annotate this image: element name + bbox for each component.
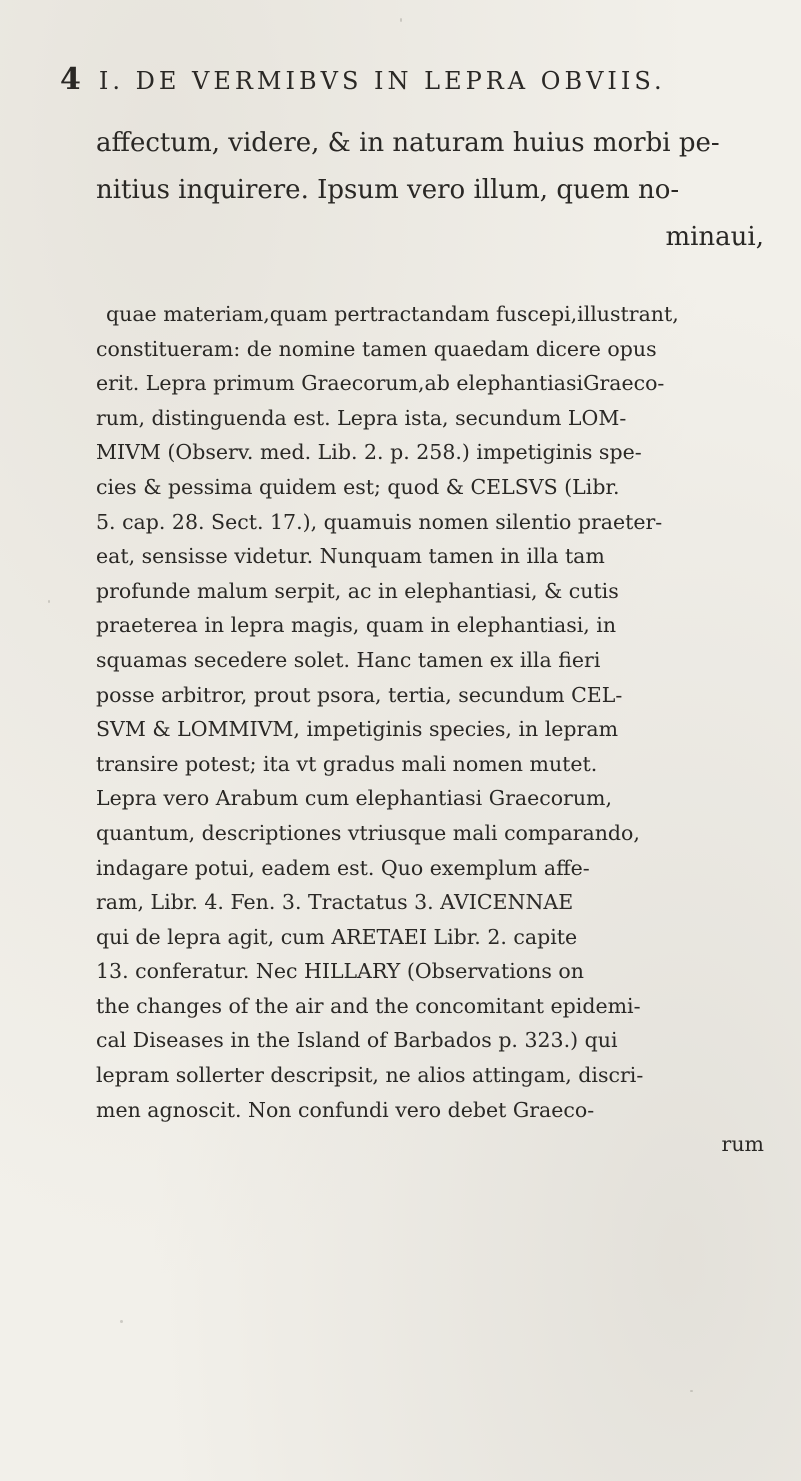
text-line: posse arbitror, prout psora, tertia, secundum CEL-	[96, 682, 623, 707]
text-line: indagare potui, eadem est. Quo exemplum affe-	[96, 855, 590, 880]
text-line: men agnoscit. Non confundi vero debet Graeco-	[96, 1097, 595, 1122]
text-line: erit. Lepra primum Graecorum,ab elephantiasiGraeco-	[96, 371, 665, 396]
text-line: profunde malum serpit, ac in elephantiasi, & cutis	[96, 578, 619, 603]
paper-speck	[120, 1320, 123, 1323]
text-line: 5. cap. 28. Sect. 17.), quamuis nomen silentio praeter-	[96, 509, 663, 534]
text-line: ram, Libr. 4. Fen. 3. Tractatus 3. AVICENNAE	[96, 890, 574, 915]
text-line: the changes of the air and the concomitant epidemi-	[96, 993, 641, 1018]
body-text	[96, 120, 764, 1162]
page-number: 4	[60, 62, 81, 97]
text-line: rum, distinguenda est. Lepra ista, secundum LOM-	[96, 405, 627, 430]
text-line: cal Diseases in the Island of Barbados p. 323.) qui	[96, 1028, 618, 1053]
running-head: I. DE VERMIBVS IN LEPRA OBVIIS.	[98, 67, 666, 95]
text-line: cies & pessima quidem est; quod & CELSVS (Libr.	[96, 474, 620, 499]
text-line: quae materiam,quam pertractandam fuscepi,illustrant,	[106, 302, 679, 326]
text-line: 13. conferatur. Nec HILLARY (Observations on	[96, 959, 584, 984]
text-line: nitius inquirere. Ipsum vero illum, quem no-	[96, 175, 680, 205]
text-line: praeterea in lepra magis, quam in elephantiasi, in	[96, 613, 617, 638]
text-line: minaui,	[665, 222, 764, 252]
paragraph-gap	[96, 261, 764, 297]
text-line: quantum, descriptiones vtriusque mali comparando,	[96, 820, 640, 845]
catchword: rum	[721, 1132, 764, 1157]
text-line: qui de lepra agit, cum ARETAEI Libr. 2. capite	[96, 924, 578, 949]
text-line: constitueram: de nomine tamen quaedam dicere opus	[96, 336, 657, 361]
text-line: MIVM (Observ. med. Lib. 2. p. 258.) impetiginis spe-	[96, 440, 642, 465]
paper-speck	[48, 600, 50, 603]
paper-speck	[400, 18, 402, 22]
text-line: transire potest; ita vt gradus mali nomen mutet.	[96, 751, 598, 776]
text-line: affectum, videre, & in naturam huius morbi pe-	[96, 128, 720, 158]
page-header	[60, 62, 760, 102]
text-line: squamas secedere solet. Hanc tamen ex illa fieri	[96, 647, 601, 672]
text-line: lepram sollerter descripsit, ne alios attingam, discri-	[96, 1063, 644, 1088]
paper-speck	[690, 1390, 693, 1392]
text-line: eat, sensisse videtur. Nunquam tamen in illa tam	[96, 544, 605, 569]
text-line: Lepra vero Arabum cum elephantiasi Graecorum,	[96, 786, 613, 811]
text-line: SVM & LOMMIVM, impetiginis species, in lepram	[96, 717, 619, 742]
